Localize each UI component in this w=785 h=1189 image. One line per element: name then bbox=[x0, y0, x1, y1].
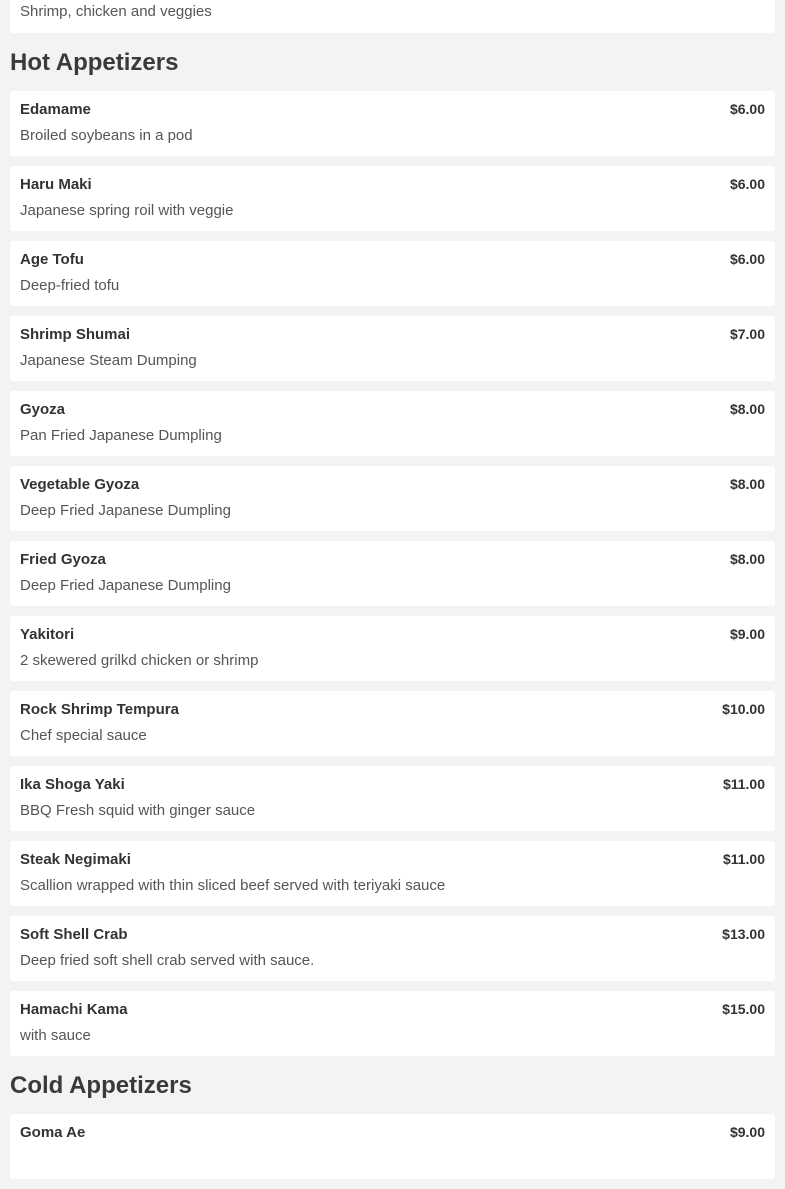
item-description: Deep Fried Japanese Dumpling bbox=[20, 577, 231, 594]
item-description: Japanese Steam Dumping bbox=[20, 352, 197, 369]
item-price: $8.00 bbox=[729, 551, 765, 567]
item-price: $10.00 bbox=[722, 701, 765, 717]
menu-item-card[interactable] bbox=[10, 316, 775, 381]
item-description: Scallion wrapped with thin sliced beef served with teriyaki sauce bbox=[20, 877, 446, 894]
item-price: $9.00 bbox=[729, 626, 765, 642]
menu-item-card[interactable] bbox=[10, 541, 775, 606]
item-description: 2 skewered grilkd chicken or shrimp bbox=[20, 652, 259, 669]
item-name: Vegetable Gyoza bbox=[20, 476, 140, 493]
item-description: Deep-fried tofu bbox=[20, 277, 120, 294]
menu-item-card[interactable] bbox=[10, 91, 775, 156]
item-name: Ika Shoga Yaki bbox=[20, 776, 125, 793]
item-description: Deep Fried Japanese Dumpling bbox=[20, 502, 231, 519]
menu-item-card[interactable] bbox=[10, 691, 775, 756]
item-price: $7.00 bbox=[729, 326, 765, 342]
item-description: Japanese spring roil with veggie bbox=[20, 202, 234, 219]
item-name: Steak Negimaki bbox=[20, 851, 131, 868]
item-name: Age Tofu bbox=[20, 251, 84, 268]
item-description: Broiled soybeans in a pod bbox=[20, 127, 193, 144]
menu-item-card[interactable] bbox=[10, 1114, 775, 1179]
menu-item-card[interactable] bbox=[10, 0, 775, 33]
menu-item-card[interactable] bbox=[10, 766, 775, 831]
item-name: Shrimp Shumai bbox=[20, 326, 131, 343]
menu-list bbox=[10, 0, 775, 1189]
item-description: Shrimp, chicken and veggies bbox=[20, 3, 212, 20]
item-description: Pan Fried Japanese Dumpling bbox=[20, 427, 222, 444]
section-title-hot-appetizers: Hot Appetizers bbox=[10, 49, 179, 76]
item-price: $11.00 bbox=[722, 851, 765, 867]
section-title-cold-appetizers: Cold Appetizers bbox=[10, 1072, 192, 1099]
item-name: Haru Maki bbox=[20, 176, 92, 193]
item-description: BBQ Fresh squid with ginger sauce bbox=[20, 802, 256, 819]
item-price: $13.00 bbox=[722, 926, 765, 942]
menu-item-card[interactable] bbox=[10, 166, 775, 231]
item-price: $15.00 bbox=[722, 1001, 765, 1017]
item-description: Deep fried soft shell crab served with sauce. bbox=[20, 952, 315, 969]
item-name: Rock Shrimp Tempura bbox=[20, 701, 179, 718]
menu-item-card[interactable] bbox=[10, 841, 775, 906]
item-description: with sauce bbox=[20, 1027, 91, 1044]
item-price: $8.00 bbox=[729, 476, 765, 492]
item-name: Goma Ae bbox=[20, 1124, 86, 1141]
item-price: $9.00 bbox=[729, 1124, 765, 1140]
menu-item-card[interactable] bbox=[10, 466, 775, 531]
menu-item-card[interactable] bbox=[10, 616, 775, 681]
item-price: $6.00 bbox=[729, 176, 765, 192]
menu-item-card[interactable] bbox=[10, 391, 775, 456]
item-name: Gyoza bbox=[20, 401, 66, 418]
menu-item-card[interactable] bbox=[10, 241, 775, 306]
item-price: $6.00 bbox=[729, 251, 765, 267]
menu-item-card[interactable] bbox=[10, 916, 775, 981]
item-name: Edamame bbox=[20, 101, 91, 118]
item-name: Yakitori bbox=[20, 626, 75, 643]
item-name: Soft Shell Crab bbox=[20, 926, 128, 943]
item-price: $8.00 bbox=[729, 401, 765, 417]
item-name: Fried Gyoza bbox=[20, 551, 106, 568]
item-name: Hamachi Kama bbox=[20, 1001, 128, 1018]
item-price: $11.00 bbox=[722, 776, 765, 792]
item-price: $6.00 bbox=[729, 101, 765, 117]
item-description: Chef special sauce bbox=[20, 727, 147, 744]
menu-item-card[interactable] bbox=[10, 991, 775, 1056]
